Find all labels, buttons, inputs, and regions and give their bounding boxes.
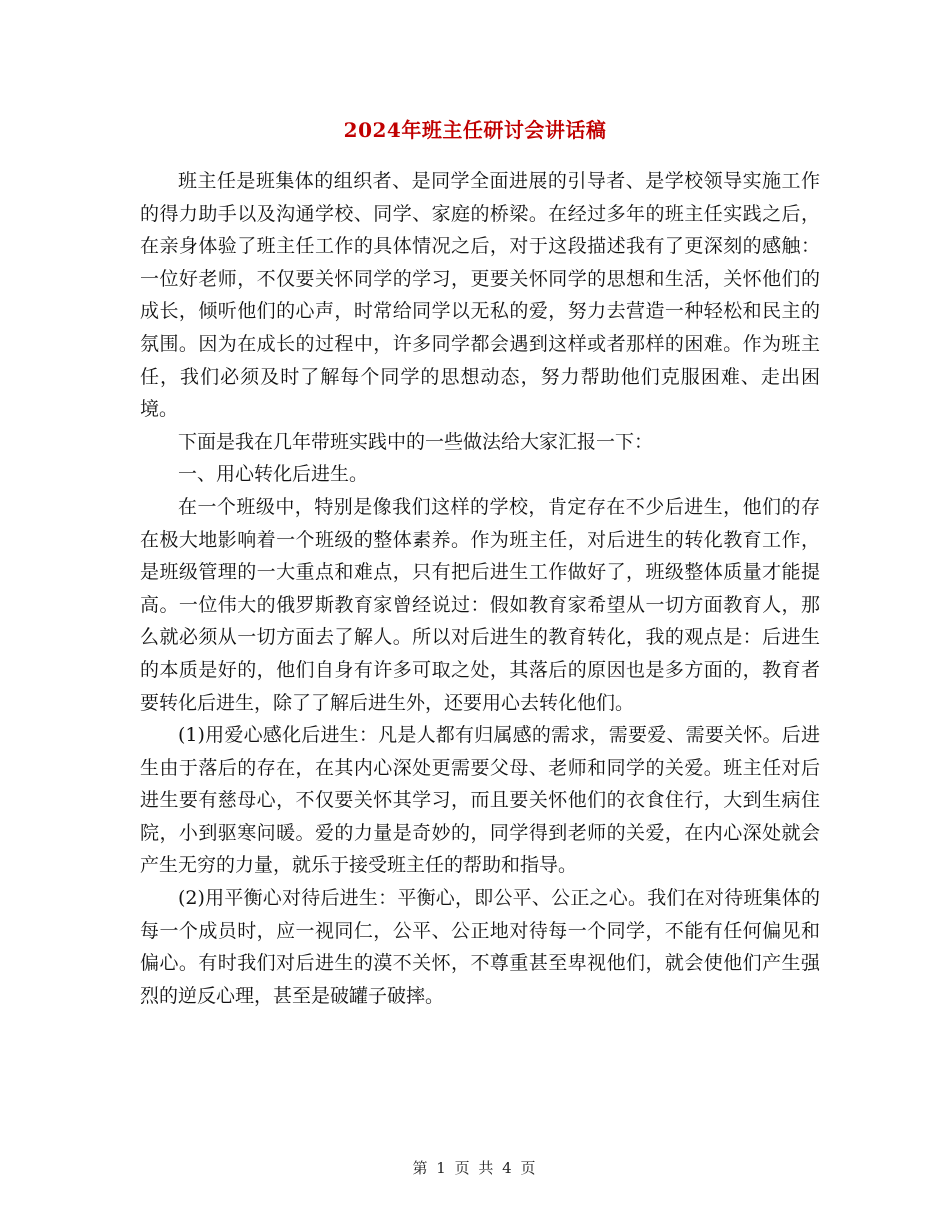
document-body bbox=[140, 165, 820, 1012]
paragraph-report-intro: 下面是我在几年带班实践中的一些做法给大家汇报一下： bbox=[178, 430, 654, 453]
document-title: 2024年班主任研讨会讲话稿 bbox=[343, 118, 607, 142]
paragraph-intro: 班主任是班集体的组织者、是同学全面进展的引导者、是学校领导实施工作的得力助手以及沟通学校、同学、家庭的桥梁。在经过多年的班主任实践之后，在亲身体验了班主任工作的具体情况之后，对于这段描述我有了更深刻的感触：一位好老师，不仅要关怀同学的学习，更要关怀同学的思想和生活，关怀他们的成长，倾听他们的心声，时常给同学以无私的爱，努力去营造一种轻松和民主的氛围。因为在成长的过程中，许多同学都会遇到这样或者那样的困难。作为班主任，我们必须及时了解每个同学的思想动态，努力帮助他们克服困难、走出困境。 bbox=[140, 170, 820, 421]
paragraph-section-1: 在一个班级中，特别是像我们这样的学校，肯定存在不少后进生，他们的存在极大地影响着一个班级的整体素养。作为班主任，对后进生的转化教育工作，是班级管理的一大重点和难点，只有把后进生工作做好了，班级整体质量才能提高。一位伟大的俄罗斯教育家曾经说过：假如教育家希望从一切方面教育人，那么就必须从一切方面去了解人。所以对后进生的教育转化，我的观点是：后进生的本质是好的，他们自身有许多可取之处，其落后的原因也是多方面的，教育者要转化后进生，除了了解后进生外，还要用心去转化他们。 bbox=[140, 495, 820, 714]
page-number-footer: 第 1 页 共 4 页 bbox=[412, 1159, 538, 1177]
paragraph-point-1: (1)用爱心感化后进生：凡是人都有归属感的需求，需要爱、需要关怀。后进生由于落后的存在，在其内心深处更需要父母、老师和同学的关爱。班主任对后进生要有慈母心，不仅要关怀其学习，而且要关怀他们的衣食住行，大到生病住院，小到驱寒问暖。爱的力量是奇妙的，同学得到老师的关爱，在内心深处就会产生无穷的力量，就乐于接受班主任的帮助和指导。 bbox=[140, 724, 820, 877]
section-heading-1: 一、用心转化后进生。 bbox=[178, 463, 369, 486]
paragraph-point-2: (2)用平衡心对待后进生：平衡心，即公平、公正之心。我们在对待班集体的每一个成员时，应一视同仁，公平、公正地对待每一个同学，不能有任何偏见和偏心。有时我们对后进生的漠不关怀，不尊重甚至卑视他们，就会使他们产生强烈的逆反心理，甚至是破罐子破摔。 bbox=[140, 887, 820, 1007]
